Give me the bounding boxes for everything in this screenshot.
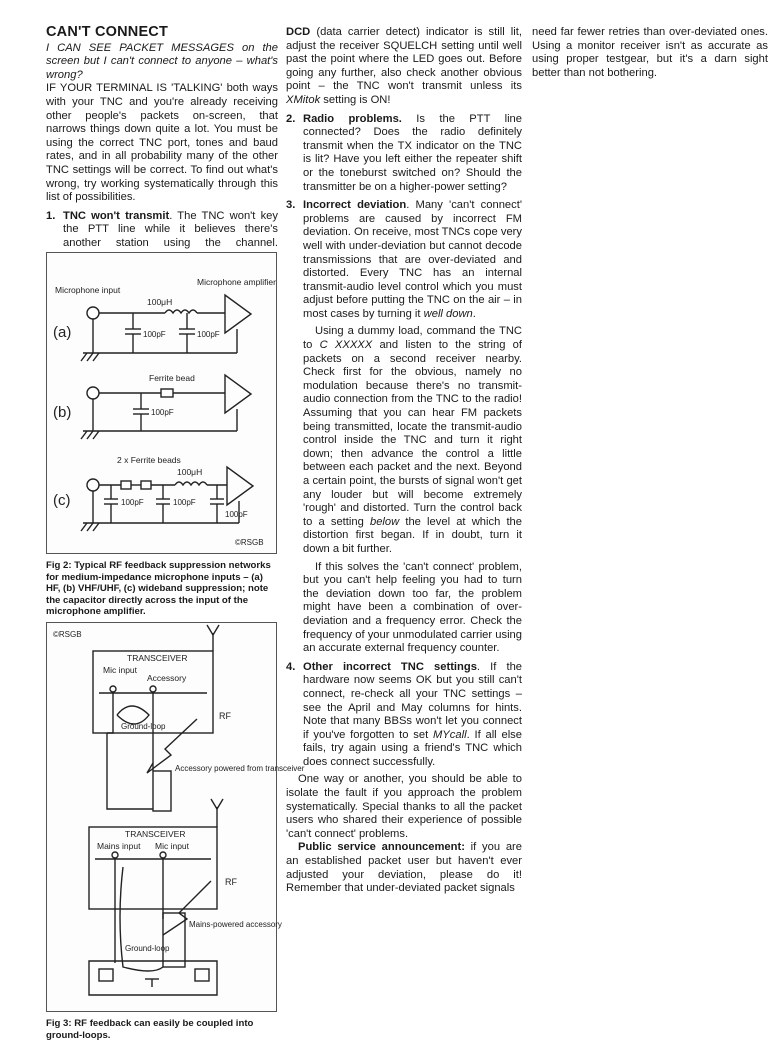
fig3-credit: ©RSGB [53, 630, 82, 639]
cap-label-c2: 100pF [173, 498, 196, 507]
figure-3-caption: Fig 3: RF feedback can easily be coupled into ground-loops. [46, 1018, 254, 1041]
cap-label-a1: 100pF [143, 330, 166, 339]
list-item: 4. Other incorrect TNC settings. If the hardware now seems OK but you still can't connect, re-check all your TNC settings – see the April and May columns for hints. Note that many BBSs won't let you connect if you've forgotten to set MYcall. If all else fails, try again using a friend's TNC which does connect successfully. [286, 660, 523, 768]
inductor-label: 100μH [147, 297, 173, 307]
psa-paragraph [286, 841, 522, 895]
cap-label-c1: 100pF [121, 498, 144, 507]
mic-input-label-top: Mic input [103, 665, 138, 675]
ground-loop-diagram [47, 623, 305, 1011]
list-item: 3. Incorrect deviation. Many 'can't connect' problems are caused by incorrect FM deviation. On receive, most TNCs cope very well with under-deviation but cannot decode transmissions that are over-deviated and distorted. Every TNC has an internal transmit-audio level control which you must adjust before putting the TNC on the air – in most cases by turning it well down. Using a dummy load, command the TNC to C XXXXX and listen to the string of packets on a second receiver nearby. Check first for the obvious, namely no modulation because there's no transmit-audio connection from the TNC to the radio! Assuming that you can hear FM packets being transmitted, locate the transmit-audio control inside the TNC and turn it right down; then advance the control a little between each packet and the next. Beyond a certain point, the bursts of signal won't get any louder but will become extremely 'rough' and distorted. Turn the control back to a setting below the level at which the distortion first began. If in doubt, turn it down a bit further. If this solves the 'can't connect' problem, but you can't help feeling you had to turn the deviation down too far, the problem might have been a combination of over-deviation and a frequency error. Check the frequency of your unmodulated carrier using an accurate external frequency counter. [286, 199, 522, 655]
deviation-paragraph-3: If this solves the 'can't connect' problem, but you can't help feeling you had to turn the deviation down too far, the problem might have been a combination of over-deviation and a frequency error. Check the frequency of your unmodulated carrier using an accurate external frequency counter. [303, 560, 522, 655]
cap-label-b: 100pF [151, 408, 174, 417]
rf-label-top: RF [219, 711, 231, 721]
article-title: CAN'T CONNECT [46, 24, 169, 40]
mains-input-label: Mains input [97, 841, 141, 851]
command-term: C XXXXX [319, 339, 373, 352]
item1-text-b: (data carrier detect) indicator is still lit, adjust the receiver SQUELCH setting until well past the point where the LED goes out. Before going any further, also check another obvious point – the TNC won't transmit unless its [286, 26, 522, 93]
acc-powered-label: Accessory powered from transceiver [175, 764, 305, 773]
transceiver-label-top: TRANSCEIVER [127, 653, 188, 663]
closing-paragraph: One way or another, you should be able to isolate the fault if you approach the problem systematically. Special thanks to all the packet users who shared their experience of possible 'can't connect' problems. [286, 773, 522, 840]
ferrite-label: Ferrite bead [149, 373, 195, 383]
fig2-credit: ©RSGB [235, 538, 264, 547]
deviation-paragraph-2: Using a dummy load, command the TNC to C XXXXX and listen to the string of packets on a second receiver nearby. Check first for the obvious, namely no modulation because there's no transmit-audio connection from the TNC to the radio! Assuming that you can hear FM packets being transmitted, locate the transmit-audio control inside the TNC and turn it right down; then advance the control a little between each packet and the next. Beyond a certain point, the bursts of signal won't get any louder but will become extremely 'rough' and distorted. Turn the control back to a setting below the level at which the distortion first began. If in doubt, turn it down a bit further. [303, 325, 522, 555]
mic-input-label: Microphone input [55, 285, 121, 295]
item-text: . If the hardware now seems OK but you still can't connect, re-check all your TNC settings – see the April and May columns for hints. Note that many BBSs won't let you connect if you've forgotten to set [303, 660, 523, 741]
intro-paragraph: IF YOUR TERMINAL IS 'TALKING' both ways with your TNC and you're already receiving other people's packets on-screen, that narrows things down quite a lot. You must be using the correct TNC port, tones and baud rates, and in all probability many of the other TNC settings will be correct. To find out what's wrong, try working systematically through this list of possibilities. [46, 82, 278, 204]
accessory-label: Accessory [147, 673, 187, 683]
item-title: TNC won't transmit [63, 209, 170, 222]
below-term: below [369, 515, 400, 528]
column-2 [286, 26, 522, 896]
item-number: 1. [46, 209, 56, 222]
figure-3 [46, 622, 305, 1041]
ferrite2-label: 2 x Ferrite beads [117, 455, 181, 465]
item-text: . The TNC won't key the PTT line while it believes there's another station using the channel. [63, 209, 278, 249]
checklist-continued [286, 113, 522, 770]
item-title: Incorrect deviation [303, 199, 407, 212]
mic-amp-label: Microphone amplifier [197, 277, 276, 287]
item-title: Other incorrect TNC settings [303, 660, 477, 673]
mic-input-label-bottom: Mic input [155, 841, 190, 851]
cap-label-c3: 100pF [225, 510, 248, 519]
column-3 [532, 26, 768, 80]
column-1 [46, 26, 278, 264]
inductor2-label: 100μH [177, 467, 203, 477]
figure-3-box [46, 622, 305, 1012]
cap-label-a2: 100pF [197, 330, 220, 339]
ground-loop-label-top: Ground-loop [121, 722, 166, 731]
figure-2-box [46, 252, 277, 554]
label-c: (c) [53, 492, 71, 509]
figure-2-caption: Fig 2: Typical RF feedback suppression networks for medium-impedance microphone inputs – (a) HF, (b) VHF/UHF, (c) wideband suppression; note the capacitor directly across the input of the microphone amplifier. [46, 560, 271, 618]
figure-2 [46, 252, 277, 618]
list-item [286, 113, 522, 195]
psa-continuation: need far fewer retries than over-deviated ones. Using a monitor receiver isn't as accurate as using proper testgear, but it's a darn sight better than not bothering. [532, 26, 768, 79]
xmitok-term: XMitok [286, 93, 321, 106]
psa-title: Public service announcement: [298, 841, 465, 854]
item1-continuation [286, 26, 522, 108]
item-number: 4. [286, 660, 296, 673]
item-text: . Many 'can't connect' problems are caused by incorrect FM deviation. On receive, most TNCs cope very well with under-deviation but cannot decode transmissions that are over-deviated and distorted. Every TNC has an internal transmit-audio level control which you must adjust before putting the TNC on the air – in most cases by turning it [303, 199, 522, 320]
item-number: 3. [286, 199, 296, 212]
item-title: Radio problems. [303, 112, 402, 125]
item1-text-c: setting is ON! [320, 93, 391, 106]
well-down-term: well down [423, 307, 473, 320]
dcd-term: DCD [286, 26, 311, 38]
item-text: Is the PTT line connected? Does the radio definitely transmit when the TX indicator on the TNC is lit? Have you left either the repeater shift or the toneburst switched on? Should the transmitter be on a higher-power setting? [303, 112, 523, 193]
rf-label-bottom: RF [225, 877, 237, 887]
rf-suppression-schematic [47, 253, 276, 553]
label-b: (b) [53, 404, 72, 421]
mycall-term: MYcall [432, 728, 467, 741]
ground-loop-label-bottom: Ground-loop [125, 944, 170, 953]
transceiver-label-bottom: TRANSCEIVER [125, 829, 186, 839]
psa-text: if you are an established packet user but haven't ever adjusted your deviation, please do it! Remember that under-deviated packet signals [286, 841, 522, 895]
item-number: 2. [286, 112, 296, 125]
mains-acc-label: Mains-powered accessory [189, 920, 282, 929]
label-a: (a) [53, 324, 72, 341]
lead-question: I CAN SEE PACKET MESSAGES on the screen but I can't connect to anyone – what's wrong? [46, 41, 278, 81]
